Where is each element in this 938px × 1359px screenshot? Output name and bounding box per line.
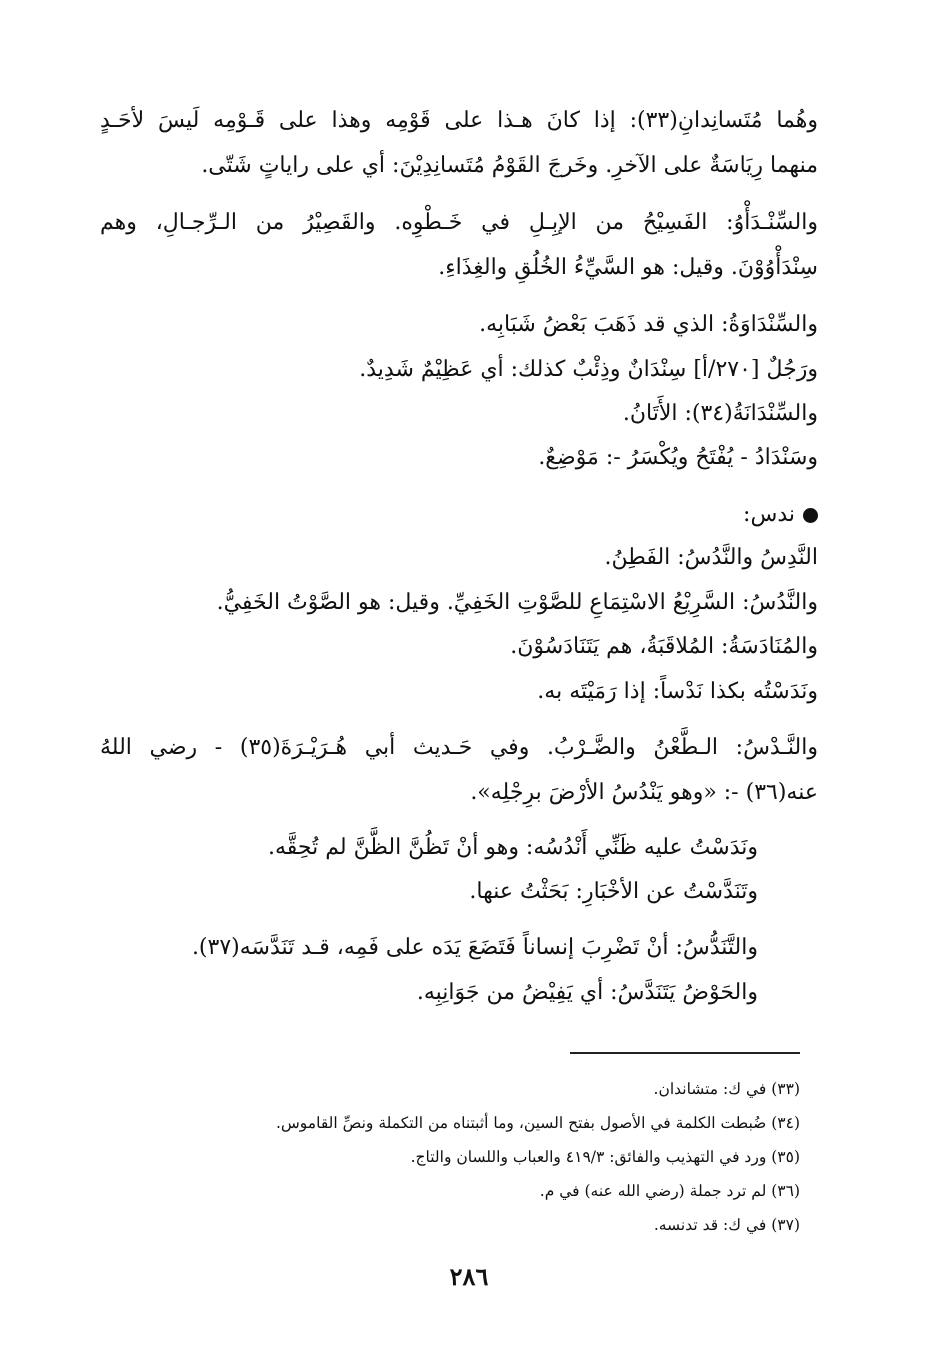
text-line: والنَّدُسُ: السَّرِيْعُ الاسْتِمَاعِ للصَّوْتِ الخَفِيِّ. وقيل: هو الصَّوْتُ الخَفِيُّ. <box>216 590 818 615</box>
text-line: ورَجُلٌ [٢٧٠/أ] سِنْدَانٌ وذِئْبٌ كذلك: أي عَظِيْمٌ شَدِيدٌ. <box>359 357 818 382</box>
text-line: وتَنَدَّسْتُ عن الأخْبَارِ: بَحَثْتُ عنها. <box>469 879 758 904</box>
text-line: والتَّنَدُّسُ: أنْ تَضْرِبَ إنساناً فَتَضَعَ يَدَه على فَمِه، قـد تَنَدَّسَه(٣٧). <box>191 935 758 960</box>
page-number: ٢٨٦ <box>449 1262 489 1291</box>
entry-heading <box>743 502 818 528</box>
footnote: (٣٧) في ك: قد تدنسه. <box>653 1216 800 1234</box>
text-line: والسِّنْـدَأْوُ: الفَسِيْحُ من الإبِـلِ في خَـطْوِه. والقَصِيْرُ من الـرِّجـالِ، وهم <box>100 210 818 235</box>
footnote: (٣٤) ضُبطت الكلمة في الأصول بفتح السين، وما أثبتناه من التكملة ونصِّ القاموس. <box>275 1114 800 1132</box>
text-line: والمُنَادَسَةُ: المُلاقَبَةُ، هم يَتَنَادَسُوْنَ. <box>510 634 818 659</box>
text-line: والسِّنْدَاوَةُ: الذي قد ذَهَبَ بَعْضُ شَبَابِه. <box>479 312 818 337</box>
text-line: النَّدِسُ والنَّدُسُ: الفَطِنُ. <box>604 545 818 570</box>
footnote: (٣٦) لم ترد جملة (رضي الله عنه) في م. <box>539 1182 800 1200</box>
bullet-icon <box>803 508 818 523</box>
entry-heading-text: ندس: <box>743 502 795 527</box>
footnote: (٣٥) ورد في التهذيب والفائق: ٤١٩/٣ والعباب واللسان والتاج. <box>410 1148 800 1166</box>
text-line: سِنْدَأْوُوْنَ. وقيل: هو السَّيِّءُ الخُلُقِ والغِذَاءِ. <box>438 255 818 280</box>
footnote: (٣٣) في ك: متشاندان. <box>653 1080 800 1098</box>
text-line: ونَدَسْتُه بكذا نَدْساً: إذا رَمَيْتَه به. <box>537 679 818 704</box>
text-line: ونَدَسْتُ عليه ظَنِّي أَنْدُسُه: وهو أنْ تَظُنَّ الظَّنَّ لم تُحِقَّه. <box>268 835 758 860</box>
text-line: منهما رِيَاسَةٌ على الآخرِ. وخَرجَ القَوْمُ مُتَسانِدِيْنَ: أي على راياتٍ شَتّى. <box>201 153 818 178</box>
footnote-divider <box>570 1052 800 1054</box>
text-line: عنه(٣٦) -: «وهو يَنْدُسُ الأرْضَ برِجْلِه». <box>470 780 818 805</box>
text-line: وهُما مُتَسانِدانِ(٣٣): إذا كانَ هـذا على قَوْمِه وهذا على قَـوْمِه لَيسَ لأحَـدٍ <box>100 108 818 133</box>
text-line: والحَوْضُ يَتَنَدَّسُ: أي يَفِيْضُ من جَوَانِبِه. <box>416 980 758 1005</box>
text-line: وسَنْدَادُ - يُفْتَحُ ويُكْسَرُ -: مَوْضِعٌ. <box>538 445 818 470</box>
text-line: والسِّنْدَانَةُ(٣٤): الأَتَانُ. <box>622 401 818 426</box>
text-line: والنَّـدْسُ: الـطَّعْنُ والضَّـرْبُ. وفي حَـديث أبي هُـرَيْـرَةَ(٣٥) - رضي اللهُ <box>100 735 819 760</box>
